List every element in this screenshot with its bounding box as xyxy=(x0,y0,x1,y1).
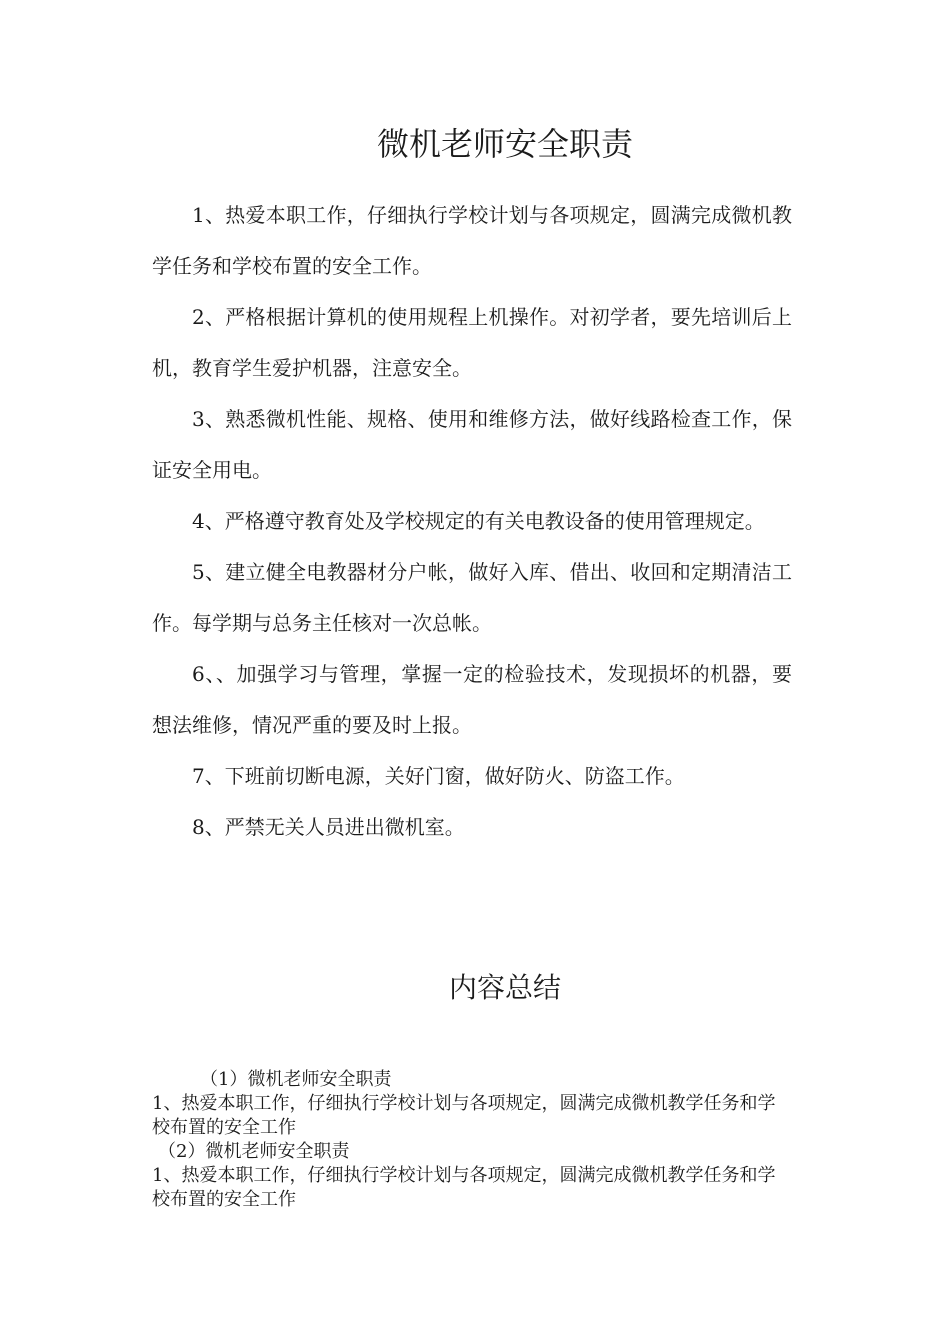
rule-item: 4、严格遵守教育处及学校规定的有关电教设备的使用管理规定。 xyxy=(192,509,765,533)
summary-section xyxy=(152,1068,792,1212)
summary-item-text: 1、热爱本职工作，仔细执行学校计划与各项规定，圆满完成微机教学任务和学校布置的安全工作 xyxy=(152,1165,776,1210)
rule-item: 7、下班前切断电源，关好门窗，做好防火、防盗工作。 xyxy=(192,764,685,788)
rule-item: 6、、加强学习与管理，掌握一定的检验技术，发现损坏的机器，要想法维修，情况严重的要及时上报。 xyxy=(152,662,792,737)
rule-item: 2、严格根据计算机的使用规程上机操作。对初学者，要先培训后上机，教育学生爱护机器，注意安全。 xyxy=(152,305,792,380)
rule-item: 1、热爱本职工作，仔细执行学校计划与各项规定，圆满完成微机教学任务和学校布置的安全工作。 xyxy=(152,203,792,278)
summary-title: 内容总结 xyxy=(448,971,561,1004)
summary-item-heading: （2）微机老师安全职责 xyxy=(158,1141,350,1162)
document-title: 微机老师安全职责 xyxy=(376,125,633,163)
rule-item: 3、熟悉微机性能、规格、使用和维修方法，做好线路检查工作，保证安全用电。 xyxy=(152,407,792,482)
rule-item: 5、建立健全电教器材分户帐，做好入库、借出、收回和定期清洁工作。每学期与总务主任核对一次总帐。 xyxy=(152,560,792,635)
summary-item-heading: （1）微机老师安全职责 xyxy=(200,1069,392,1090)
summary-item-text: 1、热爱本职工作，仔细执行学校计划与各项规定，圆满完成微机教学任务和学校布置的安全工作 xyxy=(152,1093,776,1138)
rules-list xyxy=(152,190,792,853)
rule-item: 8、严禁无关人员进出微机室。 xyxy=(192,815,465,839)
